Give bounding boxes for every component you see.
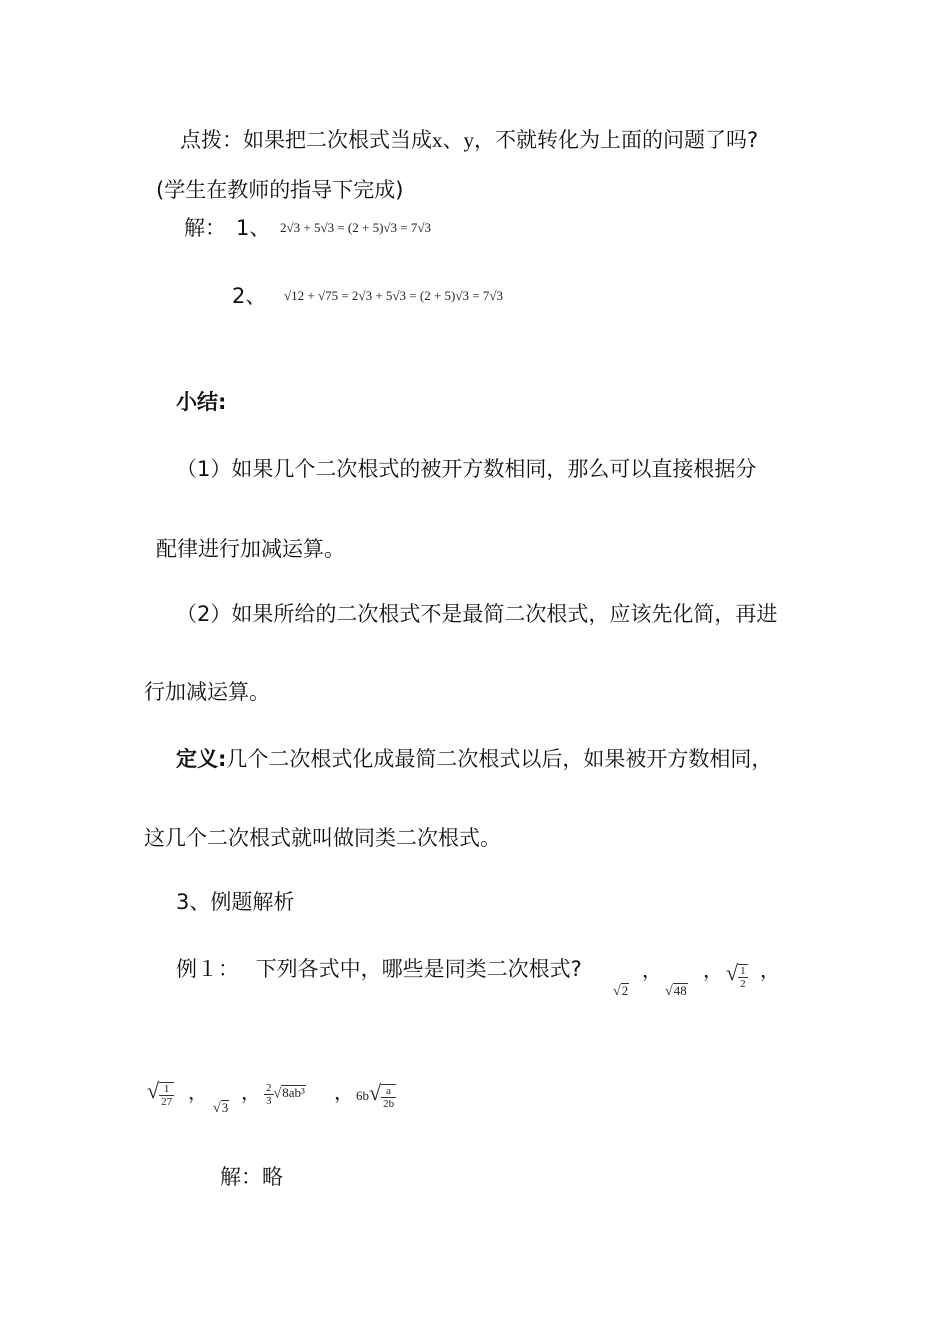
summary-point-1-line-2: 配律进行加减运算。 <box>156 537 345 561</box>
radical-sqrt-1-27: √ $\frac{1}{27}$ <box>147 1078 173 1109</box>
summary-title: 小结: <box>176 390 227 414</box>
solution-item-2-expression: √12 + √75 = 2√3 + 5√3 = (2 + 5)√3 = 7√3 <box>284 288 503 303</box>
definition-label: 定义: <box>176 747 227 771</box>
example-label: 例１： <box>176 957 239 981</box>
hint-label: 点拨：如果把二次根式当成 <box>180 128 432 152</box>
radical-sqrt-half: √ $\frac{1}{2}$ <box>726 960 746 991</box>
radical-sqrt3: √3 <box>213 1100 229 1116</box>
comma: ， <box>241 1080 261 1104</box>
guidance-note: (学生在教师的指导下完成) <box>156 178 404 202</box>
solution-item-1-expression: 2√3 + 5√3 = (2 + 5)√3 = 7√3 <box>280 220 432 235</box>
var-x: x <box>432 128 443 152</box>
section-heading: 3、例题解析 <box>176 890 295 914</box>
radical-6b-sqrt-a-2b: 6b√ $\frac{a}{2b}$ <box>356 1080 395 1111</box>
example-question: 下列各式中，哪些是同类二次根式? <box>255 957 582 981</box>
var-y: y <box>463 128 474 152</box>
hint-sep: 、 <box>442 128 464 152</box>
comma: ， <box>642 958 662 982</box>
comma: ， <box>760 958 780 982</box>
radical-sqrt48: √48 <box>665 983 687 999</box>
summary-point-1-line-1: （1）如果几个二次根式的被开方数相同，那么可以直接根据分 <box>176 457 757 481</box>
definition-line-1 <box>176 745 772 773</box>
hint-rest: ，不就转化为上面的问题了吗? <box>474 128 759 152</box>
comma: ， <box>188 1080 208 1104</box>
summary-point-2-line-1: （2）如果所给的二次根式不是最简二次根式，应该先化简，再进 <box>176 602 778 626</box>
example-1-line <box>176 955 582 983</box>
definition-line-2: 这几个二次根式就叫做同类二次根式。 <box>144 826 501 850</box>
example-answer: 解：略 <box>220 1165 283 1189</box>
comma: ， <box>334 1080 354 1104</box>
radical-two-thirds-sqrt-8ab3: $\frac{2}{3}$ √8ab³ <box>266 1082 305 1107</box>
definition-text-1: 几个二次根式化成最简二次根式以后，如果被开方数相同， <box>226 747 773 771</box>
hint-line <box>180 126 758 154</box>
solution-item-2-number: 2、 <box>232 284 267 308</box>
comma: ， <box>703 958 723 982</box>
summary-point-2-line-2: 行加减运算。 <box>144 680 270 704</box>
solution-label: 解： <box>184 216 226 240</box>
solution-item-1-number: 1、 <box>236 216 271 240</box>
radical-sqrt2: √2 <box>613 983 629 999</box>
